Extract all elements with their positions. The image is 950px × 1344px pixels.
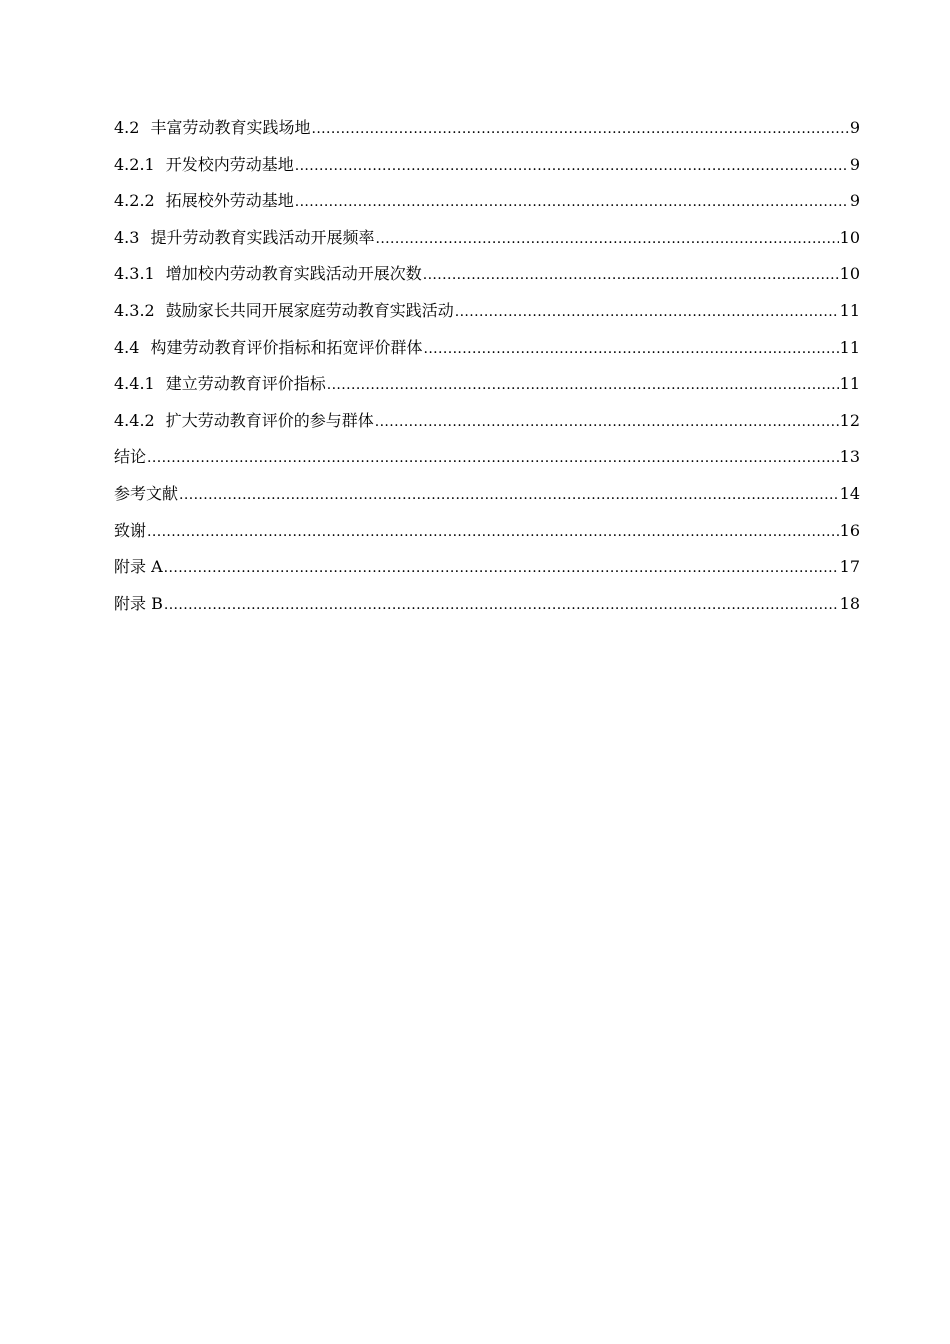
toc-entry-title: 建立劳动教育评价指标: [165, 374, 326, 394]
toc-entry-number: 4.4.1: [114, 374, 155, 394]
toc-entry-number: 4.2: [114, 118, 140, 137]
toc-dot-leader: [179, 483, 839, 499]
toc-entry[interactable]: [114, 366, 860, 403]
toc-dot-leader: [423, 263, 839, 279]
toc-entry-page-number: 10: [839, 264, 860, 284]
toc-entry-title: 扩大劳动教育评价的参与群体: [165, 410, 374, 430]
toc-entry-page-number: 16: [839, 520, 860, 540]
toc-entry-page-number: 17: [839, 557, 860, 577]
toc-entry[interactable]: [114, 439, 860, 476]
toc-entry-title: 构建劳动教育评价指标和拓宽评价群体: [150, 337, 423, 357]
toc-entry[interactable]: [114, 293, 860, 330]
toc-entry-title: 拓展校外劳动基地: [165, 191, 294, 211]
toc-dot-leader: [295, 190, 849, 206]
toc-entry-number: 4.3.1: [114, 264, 155, 284]
toc-entry[interactable]: [114, 147, 860, 184]
toc-entry-number: 4.4: [114, 337, 140, 357]
toc-entry-page-number: 9: [849, 154, 860, 174]
toc-entry-page-number: 12: [839, 410, 860, 430]
toc-dot-leader: [147, 520, 839, 536]
table-of-contents: [114, 110, 860, 622]
toc-entry-number: 4.3.2: [114, 300, 155, 320]
toc-entry-number: 4.2.2: [114, 191, 155, 211]
toc-entry-page-number: 13: [839, 447, 860, 467]
toc-dot-leader: [375, 227, 838, 243]
toc-entry[interactable]: [114, 183, 860, 220]
toc-entry-page-number: 18: [839, 593, 860, 613]
toc-entry-title: 丰富劳动教育实践场地: [150, 118, 311, 137]
toc-entry[interactable]: [114, 476, 860, 513]
toc-entry-title: 鼓励家长共同开展家庭劳动教育实践活动: [165, 300, 454, 320]
toc-entry-number: 4.3: [114, 227, 140, 247]
toc-entry[interactable]: [114, 403, 860, 440]
toc-entry-page-number: 14: [839, 483, 860, 503]
toc-dot-leader: [295, 154, 849, 170]
toc-entry[interactable]: [114, 513, 860, 550]
toc-entry-title: 参考文献: [114, 483, 179, 503]
toc-entry[interactable]: [114, 586, 860, 623]
toc-dot-leader: [375, 410, 839, 426]
toc-entry-number: 4.4.2: [114, 410, 155, 430]
toc-dot-leader: [164, 556, 839, 572]
toc-entry-page-number: 10: [839, 227, 860, 247]
toc-entry[interactable]: [114, 330, 860, 367]
toc-entry-title: 开发校内劳动基地: [165, 154, 294, 174]
toc-entry[interactable]: [114, 256, 860, 293]
toc-dot-leader: [455, 300, 839, 316]
toc-entry-page-number: 11: [839, 300, 860, 320]
toc-entry-page-number: 9: [849, 191, 860, 211]
toc-entry-title: 附录 B: [114, 593, 163, 613]
toc-dot-leader: [327, 373, 839, 389]
toc-entry-page-number: 9: [849, 118, 860, 137]
toc-entry-title: 提升劳动教育实践活动开展频率: [150, 227, 375, 247]
toc-entry[interactable]: [114, 220, 860, 257]
toc-entry[interactable]: [114, 549, 860, 586]
toc-entry-title: 增加校内劳动教育实践活动开展次数: [165, 264, 422, 284]
toc-entry-title: 致谢: [114, 520, 147, 540]
toc-entry-title: 结论: [114, 447, 147, 467]
toc-entry-page-number: 11: [839, 374, 860, 394]
toc-dot-leader: [423, 337, 838, 353]
toc-entry-page-number: 11: [839, 337, 860, 357]
toc-entry-title: 附录 A: [114, 557, 163, 577]
toc-dot-leader: [311, 117, 848, 133]
toc-dot-leader: [164, 593, 839, 609]
toc-entry-number: 4.2.1: [114, 154, 155, 174]
toc-entry[interactable]: [114, 110, 860, 147]
toc-dot-leader: [147, 446, 839, 462]
